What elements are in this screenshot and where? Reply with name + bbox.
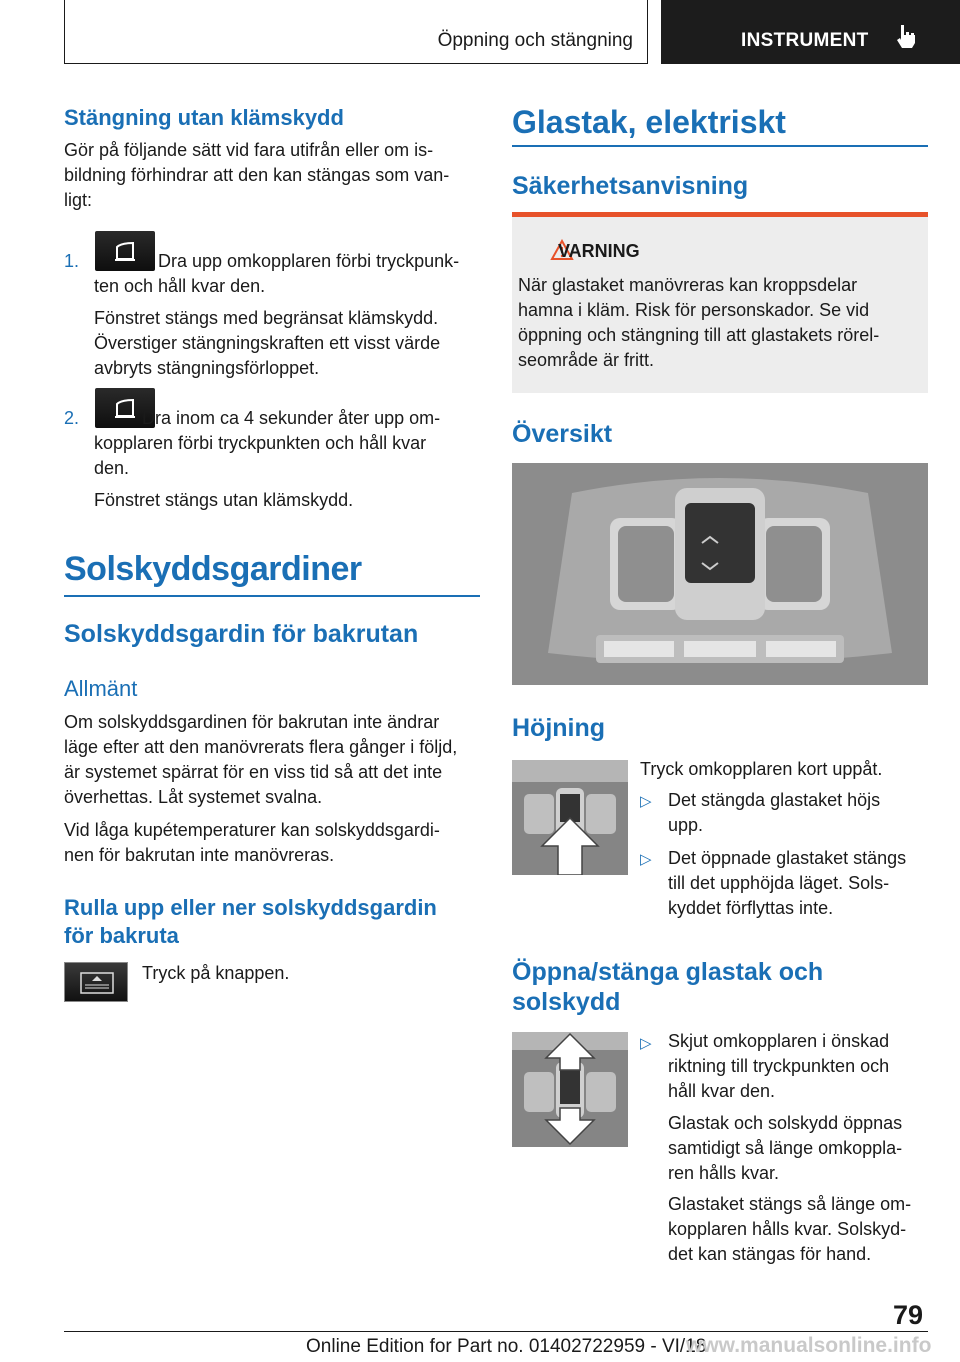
text-line: seområde är fritt. <box>518 350 655 370</box>
warning-text <box>518 273 879 373</box>
header-section-title: Öppning och stängning <box>437 30 633 51</box>
press-button-text: Tryck på knappen. <box>142 963 290 983</box>
page-number: 79 <box>893 1300 924 1330</box>
hand-pointer-icon <box>892 22 920 50</box>
text-line: det kan stängas för hand. <box>668 1244 872 1264</box>
text-line: Glastaket stängs så länge om- <box>668 1194 912 1214</box>
text-line: Vid låga kupétemperaturer kan solskyddsgardi- <box>64 820 440 840</box>
text-line: Glastak och solskydd öppnas <box>668 1113 903 1133</box>
bullet-triangle-icon: ▷ <box>640 1035 652 1052</box>
text-line: Rulla upp eller ner solskyddsgardin <box>64 895 437 920</box>
heading-roll-up-down <box>64 894 437 950</box>
raise-instruction: Tryck omkopplaren kort uppåt. <box>640 759 883 779</box>
bullet-triangle-icon: ▷ <box>640 851 652 868</box>
step2-note: Fönstret stängs utan klämskydd. <box>94 490 354 510</box>
divider <box>512 145 928 147</box>
step-number: 2. <box>64 408 80 428</box>
raise-switch-photo <box>512 760 628 875</box>
open-close-switch-photo <box>512 1032 628 1147</box>
text-line: Dra upp omkopplaren förbi tryckpunk- <box>158 251 460 271</box>
heading-closing-without-pinch: Stängning utan klämskydd <box>64 105 344 130</box>
text-line: solskydd <box>512 988 621 1016</box>
header-chapter-tab[interactable] <box>661 0 960 64</box>
text-line: öppning och stängning till att glastakets rörel- <box>518 325 880 345</box>
text-line: ten och håll kvar den. <box>94 276 266 296</box>
text-line: Det öppnade glastaket stängs <box>668 848 907 868</box>
heading-safety: Säkerhetsanvisning <box>512 172 749 200</box>
text-line: Det stängda glastaket höjs <box>668 790 881 810</box>
text-line: Öppna/stänga glastak och <box>512 958 824 986</box>
text-line: läge efter att den manövrerats flera gånger i följd, <box>64 737 458 757</box>
text-line: upp. <box>668 815 704 835</box>
raise-bullet-2 <box>668 846 906 921</box>
watermark[interactable]: www.manualsonline.info <box>686 1334 932 1357</box>
text-line: Fönstret stängs med begränsat klämskydd. <box>94 308 439 328</box>
divider <box>64 595 480 597</box>
text-line: kyddet förflyttas inte. <box>668 898 834 918</box>
text-line: ren hålls kvar. <box>668 1163 780 1183</box>
general-paragraph <box>64 710 457 810</box>
overhead-console-photo <box>512 463 928 685</box>
text-line: samtidigt så länge omkoppla- <box>668 1138 903 1158</box>
text-line: kopplaren hålls kvar. Solskyd- <box>668 1219 907 1239</box>
step1-note <box>94 306 440 381</box>
step2-text <box>94 406 474 481</box>
text-line: håll kvar den. <box>668 1081 776 1101</box>
text-line: Om solskyddsgardinen för bakrutan inte ändrar <box>64 712 440 732</box>
open-close-note-2 <box>668 1192 911 1267</box>
text-line: nen för bakrutan inte manövreras. <box>64 845 335 865</box>
heading-glass-roof: Glastak, elektriskt <box>512 104 786 140</box>
heading-general: Allmänt <box>64 676 138 701</box>
text-line: den. <box>94 458 130 478</box>
heading-sunblinds: Solskyddsgardiner <box>64 550 362 588</box>
text-line: Överstiger stängningskraften ett visst värde <box>94 333 441 353</box>
text-line: När glastaket manövreras kan kroppsdelar <box>518 275 858 295</box>
heading-open-close <box>512 957 823 1017</box>
text-line: är systemet spärrat för en viss tid så att det inte <box>64 762 443 782</box>
warning-title: VARNING <box>558 241 640 261</box>
warning-box <box>512 217 928 393</box>
edition-text: Online Edition for Part no. 01402722959 - VI/18 <box>306 1336 707 1357</box>
step-number: 1. <box>64 251 80 271</box>
heading-overview: Översikt <box>512 420 613 448</box>
heading-raise: Höjning <box>512 714 606 742</box>
text-line: överhettas. Låt systemet svalna. <box>64 787 323 807</box>
heading-rear-window-blind: Solskyddsgardin för bakrutan <box>64 620 419 648</box>
bullet-triangle-icon: ▷ <box>640 793 652 810</box>
text-line: ligt: <box>64 190 93 210</box>
step1-text <box>94 249 474 299</box>
text-line: Gör på följande sätt vid fara utifrån eller om is- <box>64 140 434 160</box>
text-line: riktning till tryckpunkten och <box>668 1056 890 1076</box>
text-line: till det upphöjda läget. Sols- <box>668 873 890 893</box>
text-line: för bakruta <box>64 923 179 948</box>
open-close-bullet-1 <box>668 1029 889 1104</box>
header-section-box <box>64 0 648 64</box>
header-chapter-title: INSTRUMENT <box>741 30 869 51</box>
raise-bullet-1 <box>668 788 880 838</box>
low-temp-paragraph <box>64 818 440 868</box>
text-line: hamna i kläm. Risk för personskador. Se vid <box>518 300 870 320</box>
rear-blind-button-icon <box>64 962 128 1002</box>
text-line: Skjut omkopplaren i önskad <box>668 1031 890 1051</box>
text-line: Dra inom ca 4 sekunder åter upp om- <box>142 408 441 428</box>
footer-rule <box>64 1331 928 1332</box>
text-line: avbryts stängningsförloppet. <box>94 358 320 378</box>
text-line: bildning förhindrar att den kan stängas som van- <box>64 165 450 185</box>
text-line: kopplaren förbi tryckpunkten och håll kvar <box>94 433 427 453</box>
closing-paragraph <box>64 138 449 213</box>
open-close-note-1 <box>668 1111 902 1186</box>
